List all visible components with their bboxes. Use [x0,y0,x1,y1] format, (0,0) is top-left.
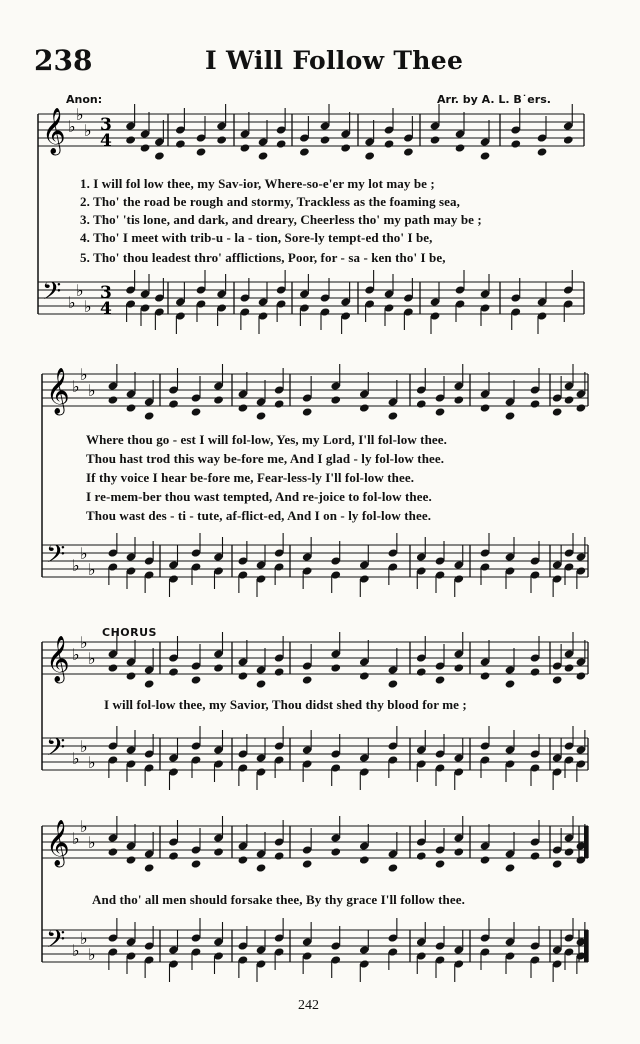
verse-line-2-2: Thou hast trod this way be-fore me, And I glad - ly fol-low thee. [86,451,445,466]
notehead [564,663,575,672]
flat-icon: ♭ [80,929,88,948]
notehead [237,403,248,412]
chorus-line-1: I will fol-low thee, my Savior, Thou didst shed thy blood for me ; [104,697,467,712]
notehead [196,147,207,156]
notehead [480,671,491,680]
notehead [330,663,341,672]
verse-line-1-4: 4. Tho' I meet with trib-u - la - tion, Sore-ly tempt-ed tho' I be, [80,230,433,245]
notehead [435,407,446,416]
notehead [505,411,516,420]
notehead [302,675,313,684]
notehead [191,859,202,868]
notehead [320,135,331,144]
verse-line-2-1: Where thou go - est I will fol-low, Yes, my Lord, I'll fol-low thee. [86,432,448,447]
flat-icon: ♭ [76,281,84,300]
notehead [126,671,137,680]
verse-line-2-3: If thy voice I hear be-fore me, Fear-less-ly I'll fol-low thee. [86,470,415,485]
flat-icon: ♭ [80,544,88,563]
notehead [564,847,575,856]
verse-line-1-1: 1. I will fol low thee, my Sav-ior, Where-so-e'er my lot may be ; [80,176,435,191]
bass-clef-icon: 𝄢 [46,540,66,575]
notehead [387,863,398,872]
notehead [387,679,398,688]
notehead [537,147,548,156]
notehead [387,411,398,420]
notehead [168,667,179,676]
notehead [126,855,137,864]
notehead [191,407,202,416]
notehead [563,135,574,144]
time-signature: 4 [100,299,112,319]
flat-icon: ♭ [88,560,96,579]
notehead [530,399,541,408]
notehead [575,403,586,412]
notehead [416,399,427,408]
notehead [258,151,269,160]
notehead [330,395,341,404]
flat-icon: ♭ [76,105,84,124]
notehead [530,667,541,676]
notehead [453,395,464,404]
notehead [213,663,224,672]
notehead [552,675,563,684]
notehead [144,411,155,420]
notehead [552,407,563,416]
notehead [107,663,118,672]
notehead [154,151,165,160]
notehead [276,139,287,148]
notehead [552,859,563,868]
chorus-line-2: And tho' all men should forsake thee, By thy grace I'll follow thee. [92,892,465,907]
notehead [274,667,285,676]
notehead [107,847,118,856]
notehead [455,143,466,152]
verse-line-1-2: 2. Tho' the road be rough and stormy, Trackless as the foaming sea, [80,194,461,209]
flat-icon: ♭ [72,556,80,575]
flat-icon: ♭ [72,377,80,396]
notehead [126,403,137,412]
notehead [453,847,464,856]
notehead [237,671,248,680]
treble-clef-icon: 𝄞 [42,108,66,154]
flat-icon: ♭ [80,737,88,756]
notehead [340,143,351,152]
notehead [505,863,516,872]
treble-clef-icon: 𝄞 [46,820,70,866]
notehead [480,403,491,412]
notehead [256,863,267,872]
bass-clef-icon: 𝄢 [42,277,62,312]
notehead [359,403,370,412]
notehead [384,139,395,148]
notehead [274,399,285,408]
treble-clef-icon: 𝄞 [46,368,70,414]
notehead [430,135,441,144]
treble-clef-icon: 𝄞 [46,636,70,682]
time-signature: 3 [100,283,112,303]
notehead [480,855,491,864]
flat-icon: ♭ [88,833,96,852]
notehead [213,847,224,856]
notehead [256,679,267,688]
flat-icon: ♭ [88,649,96,668]
notehead [144,679,155,688]
notehead [168,399,179,408]
notehead [530,851,541,860]
verse-line-1-5: 5. Tho' thou leadest thro' afflictions, Poor, for - sa - ken tho' I be, [80,250,446,265]
bass-clef-icon: 𝄢 [46,925,66,960]
notehead [505,679,516,688]
notehead [237,855,248,864]
flat-icon: ♭ [80,817,88,836]
notehead [359,855,370,864]
notehead [140,143,151,152]
hymn-number: 238 [34,44,93,77]
notehead [302,407,313,416]
notehead [435,675,446,684]
time-signature: 3 [100,115,112,135]
bass-clef-icon: 𝄢 [46,733,66,768]
notehead [239,143,250,152]
notehead [510,139,521,148]
verse-line-1-3: 3. Tho' 'tis lone, and dark, and dreary, Cheerless tho' my path may be ; [80,212,482,227]
flat-icon: ♭ [88,381,96,400]
flat-icon: ♭ [88,945,96,964]
notehead [107,395,118,404]
notehead [480,151,491,160]
flat-icon: ♭ [72,749,80,768]
hymn-title: I Will Follow Thee [205,46,464,75]
notehead [330,847,341,856]
notehead [564,395,575,404]
notehead [403,147,414,156]
verse-line-2-5: Thou wast des - ti - tute, af-flict-ed, And I on - ly fol-low thee. [86,508,432,523]
flat-icon: ♭ [80,365,88,384]
flat-icon: ♭ [68,117,76,136]
notehead [453,663,464,672]
flat-icon: ♭ [88,753,96,772]
flat-icon: ♭ [72,645,80,664]
notehead [191,675,202,684]
notehead [359,671,370,680]
time-signature: 4 [100,131,112,151]
notehead [416,667,427,676]
notehead [125,135,136,144]
notehead [213,395,224,404]
arranger-credit: Arr. by A. L. B˙ers. [437,93,551,106]
notehead [416,851,427,860]
page-number: 242 [298,998,319,1013]
notehead [274,851,285,860]
flat-icon: ♭ [84,297,92,316]
flat-icon: ♭ [72,941,80,960]
chorus-label: CHORUS [102,626,157,639]
notehead [144,863,155,872]
flat-icon: ♭ [80,633,88,652]
notehead [364,151,375,160]
flat-icon: ♭ [68,293,76,312]
author-credit: Anon: [66,93,103,106]
notehead [302,859,313,868]
notehead [575,671,586,680]
verse-line-2-4: I re-mem-ber thou wast tempted, And re-joice to fol-low thee. [86,489,432,504]
notehead [168,851,179,860]
notehead [299,147,310,156]
flat-icon: ♭ [84,121,92,140]
notehead [256,411,267,420]
notehead [216,135,227,144]
notehead [435,859,446,868]
flat-icon: ♭ [72,829,80,848]
notehead [175,139,186,148]
